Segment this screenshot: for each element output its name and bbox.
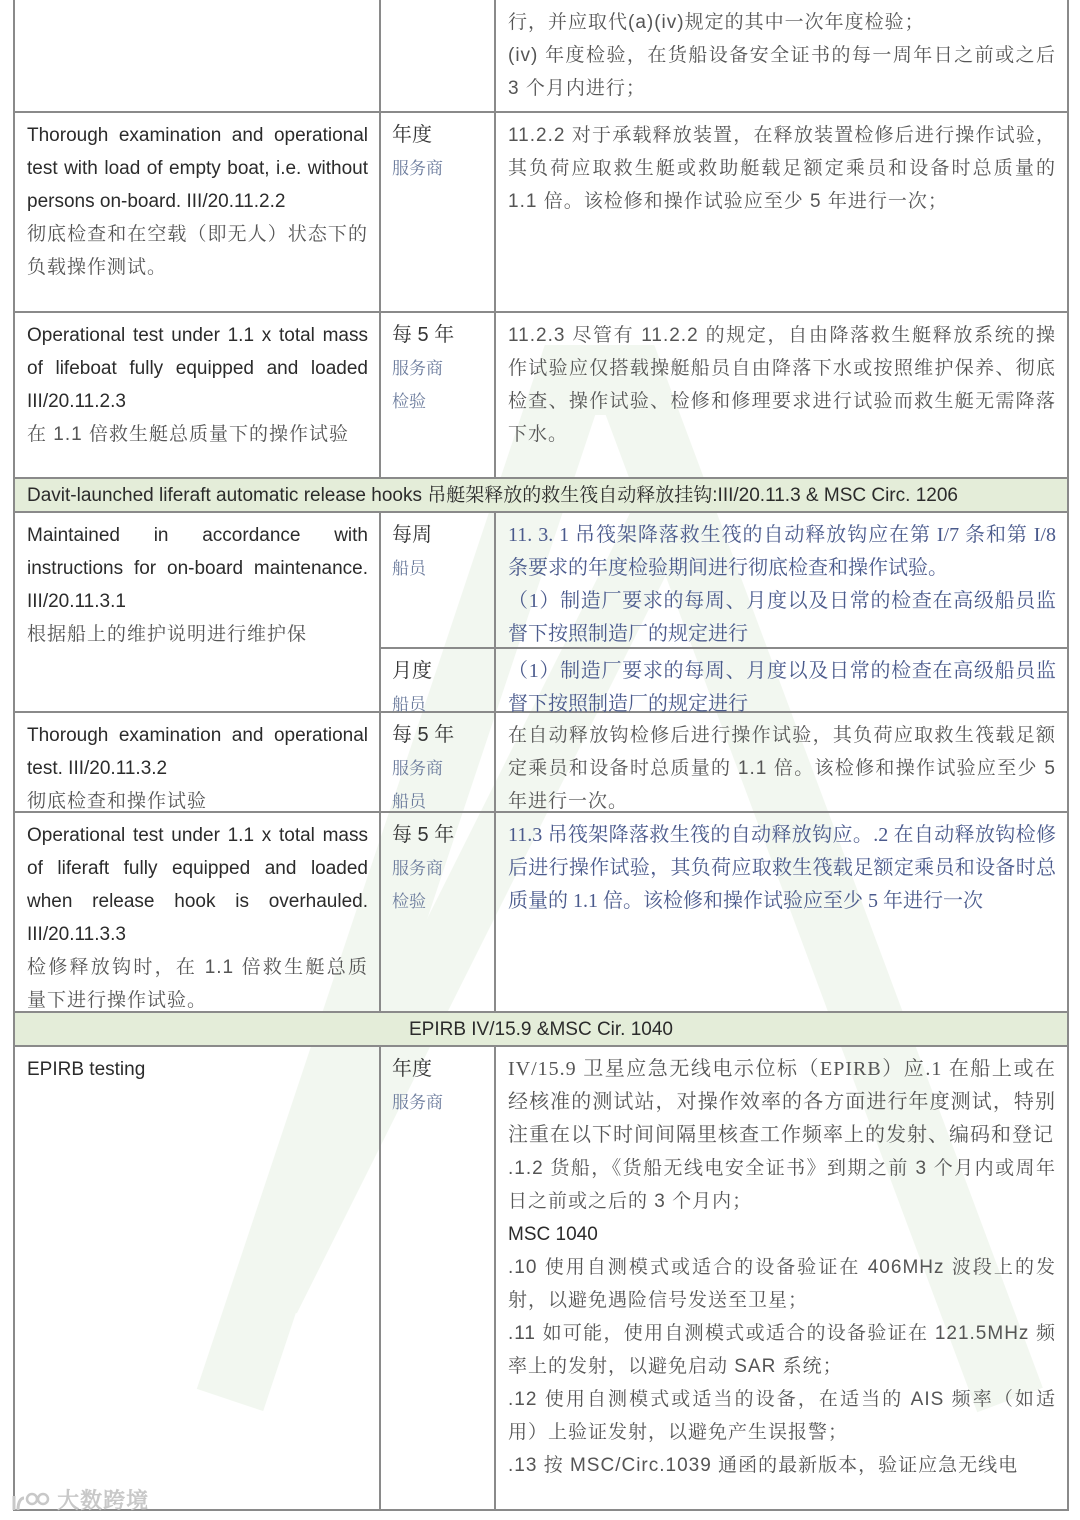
requirement-cell (496, 713, 1069, 811)
table-row (13, 113, 1069, 313)
frequency-label: 月度 (392, 660, 432, 682)
requirement-cell (496, 113, 1069, 311)
item-cell (13, 513, 381, 711)
section-header-epirb: EPIRB IV/15.9 &MSC Cir. 1040 (13, 1013, 1069, 1047)
requirement-text: MSC 1040 (508, 1224, 598, 1245)
frequency-cell (381, 1047, 496, 1509)
subrow-group (381, 513, 1069, 715)
table-row (13, 313, 1069, 479)
requirement-text: 11.2.3 尽管有 11.2.2 的规定，自由降落救生艇释放系统的操作试验应仅搭载操艇船员自由降落下水或按照维护保养、彻底检查、操作试验、检修和修理要求进行试验而救生艇无需降落下水。 (508, 325, 1056, 445)
performer-label: 服务商 (392, 859, 443, 878)
item-text-zh: 根据船上的维护说明进行维护保 (27, 624, 308, 645)
frequency-cell (381, 649, 496, 713)
requirement-text: 行，并应取代(a)(iv)规定的其中一次年度检验； (508, 12, 925, 33)
performer-label: 服务商 (392, 1093, 443, 1112)
performer-label: 检验 (392, 892, 426, 911)
frequency-label: 每周 (392, 524, 432, 546)
item-text-en: Thorough examination and operational test. III/20.11.3.2 (27, 725, 368, 779)
requirement-text: IV/15.9 卫星应急无线电示位标（EPIRB）应.1 在船上或在经核准的测试站，对操作效率的各方面进行年度测试，特别注重在以下时间间隔里核查工作频率上的发射、编码和登记 (508, 1058, 1056, 1146)
item-text-en: Maintained in accordance with instructions for on-board maintenance. III/20.11.3.1 (27, 525, 368, 612)
item-cell (13, 813, 381, 1011)
frequency-cell (381, 0, 496, 111)
table-row (13, 513, 1069, 713)
performer-label: 服务商 (392, 759, 443, 778)
performer-label: 船员 (392, 792, 426, 811)
performer-label: 船员 (392, 695, 426, 714)
section-header-liferaft: Davit-launched liferaft automatic release hooks 吊艇架释放的救生筏自动释放挂钩:III/20.11.3 & MSC Circ. 1206 (13, 479, 1069, 513)
item-text-en: EPIRB testing (27, 1059, 146, 1080)
frequency-cell (381, 313, 496, 477)
requirement-text: .10 使用自测模式或适合的设备验证在 406MHz 波段上的发射，以避免遇险信号发送至卫星； (508, 1257, 1056, 1311)
requirement-cell (496, 513, 1069, 647)
frequency-label: 每 5 年 (392, 724, 455, 746)
requirement-text: .1.2 货船，《货船无线电安全证书》到期之前 3 个月内或周年日之前或之后的 3 个月内； (508, 1158, 1056, 1212)
requirement-text: (iv) 年度检验，在货船设备安全证书的每一周年日之前或之后 3 个月内进行； (508, 45, 1056, 99)
table-row (13, 1047, 1069, 1511)
item-text-zh: 在 1.1 倍救生艇总质量下的操作试验 (27, 424, 349, 445)
item-text-zh: 检修释放钩时，在 1.1 倍救生艇总质量下进行操作试验。 (27, 957, 368, 1011)
requirement-text: .11 如可能，使用自测模式或适合的设备验证在 121.5MHz 频率上的发射，以避免启动 SAR 系统； (508, 1323, 1056, 1377)
performer-label: 检验 (392, 392, 426, 411)
requirement-cell (496, 313, 1069, 477)
frequency-cell (381, 513, 496, 647)
item-cell (13, 713, 381, 811)
frequency-label: 年度 (392, 1058, 432, 1080)
requirement-text: 在自动释放钩检修后进行操作试验，其负荷应取救生筏载足额定乘员和设备时总质量的 1.1 倍。该检修和操作试验应至少 5 年进行一次。 (508, 725, 1056, 812)
item-text-en: Operational test under 1.1 x total mass of liferaft fully equipped and loaded when release hook is overhauled. III/20.11.3.3 (27, 825, 368, 945)
item-text-zh: 彻底检查和在空载（即无人）状态下的负载操作测试。 (27, 224, 368, 278)
performer-label: 船员 (392, 559, 426, 578)
requirement-cell (496, 649, 1069, 713)
subrow-monthly (381, 647, 1069, 713)
performer-label: 服务商 (392, 359, 443, 378)
frequency-label: 每 5 年 (392, 324, 455, 346)
requirement-cell (496, 813, 1069, 1011)
frequency-cell (381, 813, 496, 1011)
item-cell (13, 0, 381, 111)
item-cell (13, 313, 381, 477)
requirement-text: .12 使用自测模式或适当的设备，在适当的 AIS 频率（如适用）上验证发射，以避免产生误报警； (508, 1389, 1056, 1443)
requirement-text: （1）制造厂要求的每周、月度以及日常的检查在高级船员监督下按照制造厂的规定进行 (508, 660, 1056, 715)
item-cell (13, 113, 381, 311)
requirement-text: （1）制造厂要求的每周、月度以及日常的检查在高级船员监督下按照制造厂的规定进行 (508, 590, 1056, 645)
requirement-text: 11.3 吊筏架降落救生筏的自动释放钩应。.2 在自动释放钩检修后进行操作试验，其负荷应取救生筏载足额定乘员和设备时总质量的 1.1 倍。该检修和操作试验应至少 5 年进行一次 (508, 824, 1056, 912)
item-text-en: Operational test under 1.1 x total mass of lifeboat fully equipped and loaded III/20.11.2.3 (27, 325, 368, 412)
table-row (13, 813, 1069, 1013)
logo-icon (10, 1490, 50, 1514)
requirement-cell (496, 0, 1069, 111)
frequency-label: 每 5 年 (392, 824, 455, 846)
frequency-label: 年度 (392, 124, 432, 146)
item-cell (13, 1047, 381, 1509)
item-text-en: Thorough examination and operational test with load of empty boat, i.e. without persons on-board. III/20.11.2.2 (27, 125, 368, 212)
requirement-text: .13 按 MSC/Circ.1039 通函的最新版本，验证应急无线电 (508, 1455, 1019, 1476)
subrow-weekly (381, 513, 1069, 647)
frequency-cell (381, 713, 496, 811)
table-row (13, 0, 1069, 113)
requirement-text: 11. 3. 1 吊筏架降落救生筏的自动释放钩应在第 I/7 条和第 I/8 条要求的年度检验期间进行彻底检查和操作试验。 (508, 524, 1056, 579)
maintenance-requirements-table (13, 0, 1069, 1511)
requirement-cell (496, 1047, 1069, 1509)
performer-label: 服务商 (392, 159, 443, 178)
table-row (13, 713, 1069, 813)
source-watermark (10, 1484, 149, 1515)
frequency-cell (381, 113, 496, 311)
watermark-text: 大数跨境 (57, 1488, 150, 1513)
requirement-text: 11.2.2 对于承载释放装置，在释放装置检修后进行操作试验，其负荷应取救生艇或救助艇载足额定乘员和设备时总质量的 1.1 倍。该检修和操作试验应至少 5 年进行一次； (508, 125, 1056, 212)
item-text-zh: 彻底检查和操作试验 (27, 791, 208, 812)
